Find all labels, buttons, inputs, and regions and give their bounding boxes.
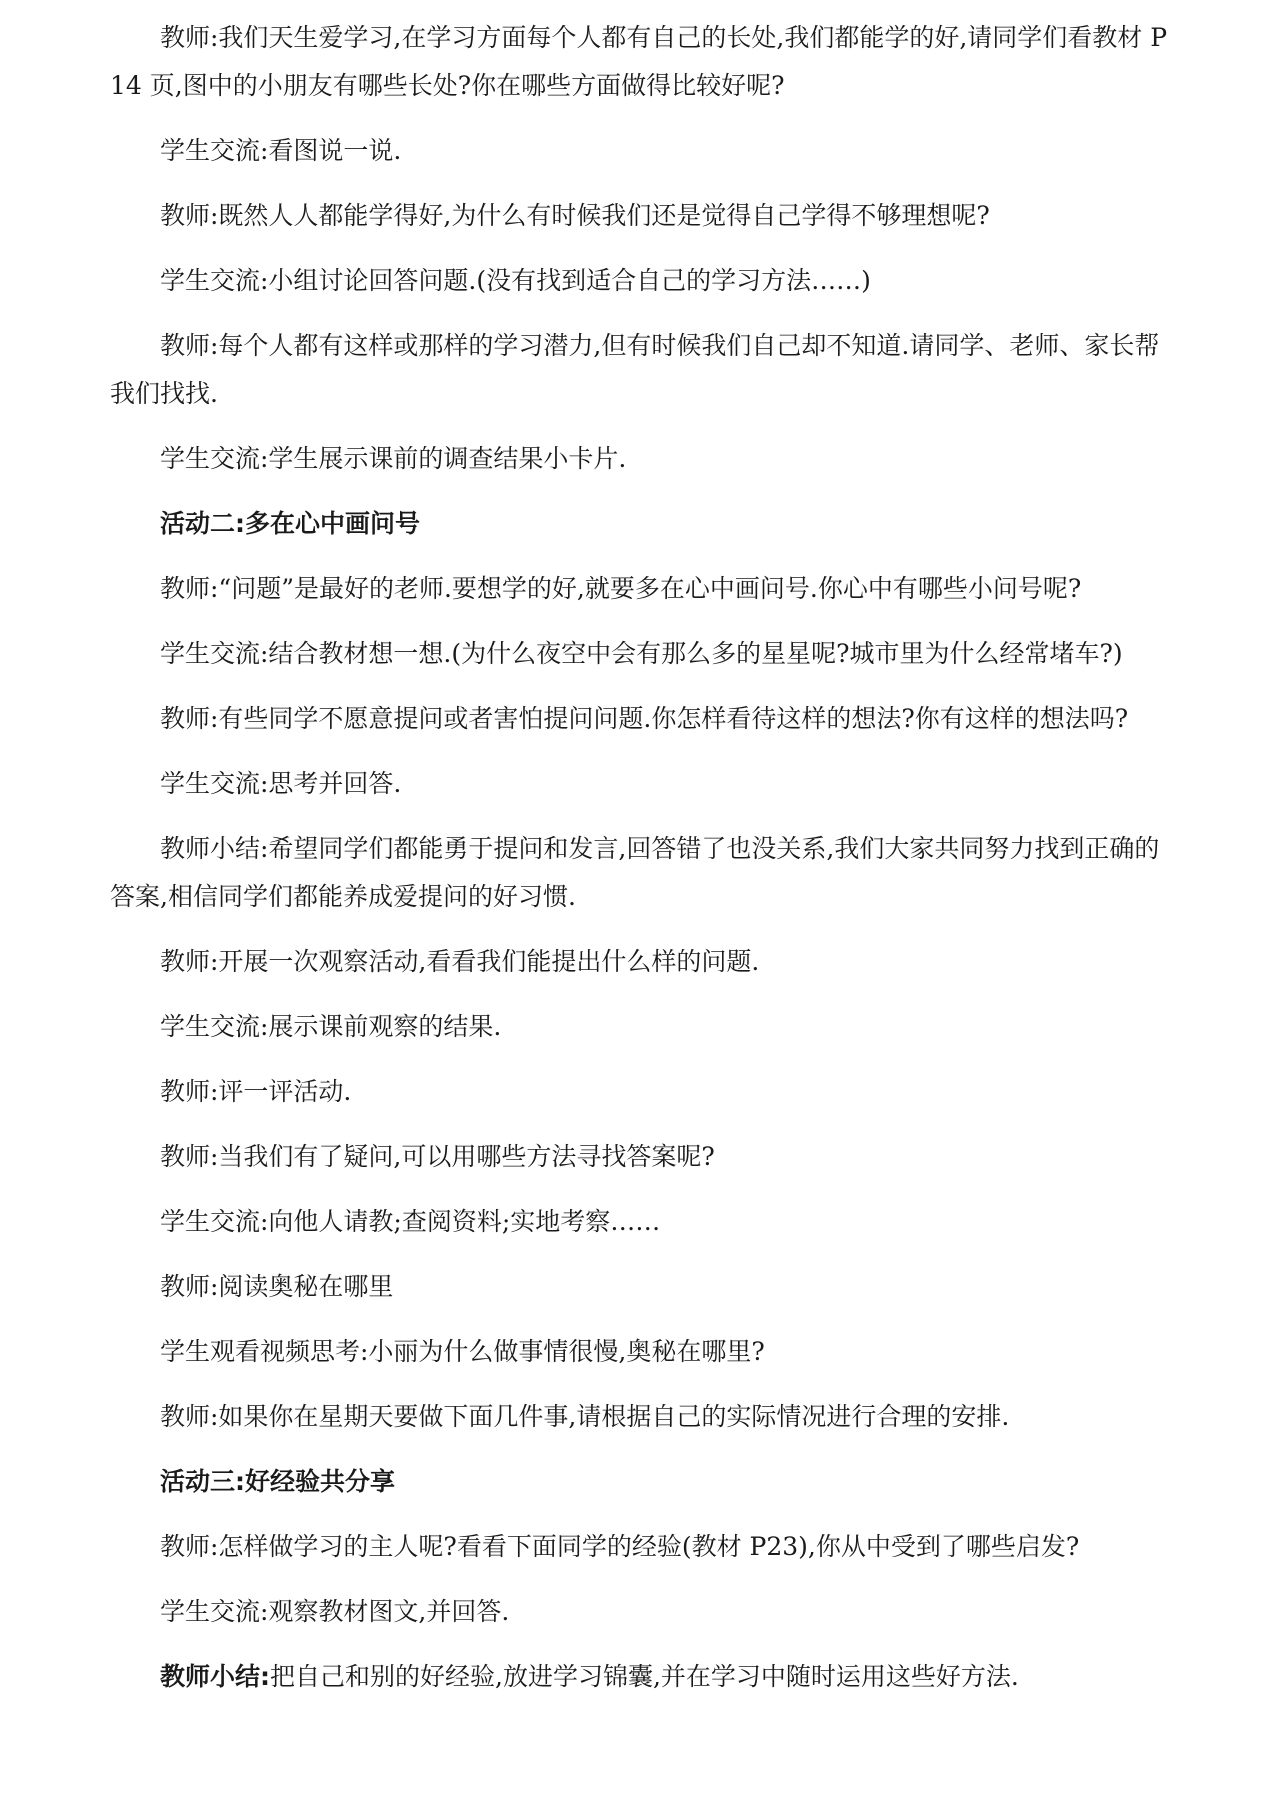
- paragraph-teacher-methods: 教师:当我们有了疑问,可以用哪些方法寻找答案呢?: [160, 1142, 715, 1171]
- paragraph-teacher-why: 教师:既然人人都能学得好,为什么有时候我们还是觉得自己学得不够理想呢?: [160, 201, 990, 230]
- paragraph-teacher-reading: 教师:阅读奥秘在哪里: [160, 1272, 394, 1301]
- paragraph-teacher-sunday: 教师:如果你在星期天要做下面几件事,请根据自己的实际情况进行合理的安排.: [160, 1402, 1010, 1431]
- paragraph-teacher-evaluate: 教师:评一评活动.: [160, 1077, 352, 1106]
- paragraph-student-answer: 学生交流:思考并回答.: [160, 769, 402, 798]
- paragraph-student-look: 学生交流:看图说一说.: [160, 136, 402, 165]
- paragraph-student-cards: 学生交流:学生展示课前的调查结果小卡片.: [160, 444, 627, 473]
- heading-activity-three: 活动三:好经验共分享: [160, 1467, 395, 1496]
- paragraph-student-observe: 学生交流:展示课前观察的结果.: [160, 1012, 502, 1041]
- summary-label: 教师小结:: [160, 1662, 270, 1691]
- paragraph-teacher-summary-1: 教师小结:希望同学们都能勇于提问和发言,回答错了也没关系,我们大家共同努力找到正确的答案,相信同学们都能养成爱提问的好习惯.: [110, 834, 1160, 911]
- paragraph-teacher-experience: 教师:怎样做学习的主人呢?看看下面同学的经验(教材 P23),你从中受到了哪些启发?: [160, 1532, 1080, 1561]
- paragraph-student-video: 学生观看视频思考:小丽为什么做事情很慢,奥秘在哪里?: [160, 1337, 765, 1366]
- document-body: [110, 14, 1182, 1718]
- paragraph-teacher-question: 教师:“问题”是最好的老师.要想学的好,就要多在心中画问号.你心中有哪些小问号呢?: [160, 574, 1082, 603]
- paragraph-student-think: 学生交流:结合教材想一想.(为什么夜空中会有那么多的星星呢?城市里为什么经常堵车?): [160, 639, 1123, 668]
- paragraph-student-methods: 学生交流:向他人请教;查阅资料;实地考察……: [160, 1207, 661, 1236]
- paragraph-teacher-afraid: 教师:有些同学不愿意提问或者害怕提问问题.你怎样看待这样的想法?你有这样的想法吗?: [160, 704, 1129, 733]
- paragraph-teacher-intro: 教师:我们天生爱学习,在学习方面每个人都有自己的长处,我们都能学的好,请同学们看教材 P14 页,图中的小朋友有哪些长处?你在哪些方面做得比较好呢?: [110, 23, 1168, 100]
- paragraph-teacher-potential: 教师:每个人都有这样或那样的学习潜力,但有时候我们自己却不知道.请同学、老师、家长帮我们找找.: [110, 331, 1160, 408]
- paragraph-student-observe-text: 学生交流:观察教材图文,并回答.: [160, 1597, 510, 1626]
- paragraph-teacher-observe: 教师:开展一次观察活动,看看我们能提出什么样的问题.: [160, 947, 760, 976]
- summary-text: 把自己和别的好经验,放进学习锦囊,并在学习中随时运用这些好方法.: [270, 1662, 1019, 1691]
- heading-activity-two: 活动二:多在心中画问号: [160, 509, 420, 538]
- paragraph-student-discuss: 学生交流:小组讨论回答问题.(没有找到适合自己的学习方法……): [160, 266, 871, 295]
- paragraph-teacher-summary-final: [110, 1653, 1182, 1701]
